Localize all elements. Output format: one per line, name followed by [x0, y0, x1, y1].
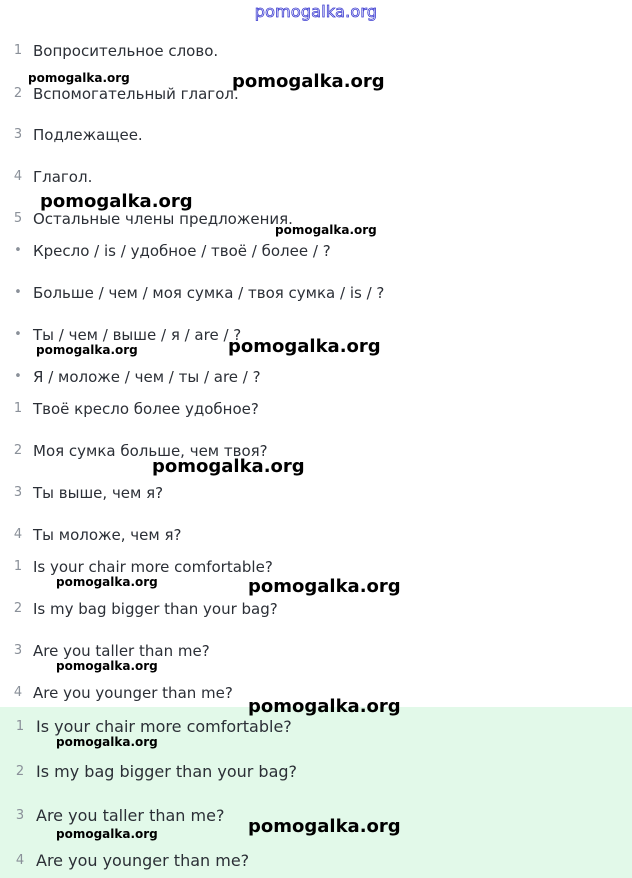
list-number: 1	[13, 401, 23, 416]
list-text: Is your chair more comfortable?	[33, 558, 273, 576]
list-bullet: •	[14, 285, 22, 300]
answer-text: Are you taller than me?	[36, 806, 225, 825]
list-number: 4	[13, 527, 23, 542]
top-watermark: pomogalka.org	[254, 2, 378, 21]
list-text: Ты моложе, чем я?	[33, 526, 182, 544]
watermark-small: pomogalka.org	[56, 827, 158, 841]
list-text: Кресло / is / удобное / твоё / более / ?	[33, 242, 331, 260]
watermark-small: pomogalka.org	[56, 659, 158, 673]
answer-number: 2	[15, 764, 25, 779]
list-text: Ты выше, чем я?	[33, 484, 164, 502]
list-number: 3	[13, 485, 23, 500]
watermark-large: pomogalka.org	[40, 191, 193, 212]
list-text: Is my bag bigger than your bag?	[33, 600, 278, 618]
list-number: 4	[13, 685, 23, 700]
list-text: Ты / чем / выше / я / are / ?	[33, 326, 242, 344]
answer-text: Are you younger than me?	[36, 851, 250, 870]
list-number: 5	[13, 211, 23, 226]
list-number: 2	[13, 86, 23, 101]
list-text: Вспомогательный глагол.	[33, 85, 239, 103]
list-text: Вопросительное слово.	[33, 42, 219, 60]
watermark-small: pomogalka.org	[36, 343, 138, 357]
list-number: 1	[13, 43, 23, 58]
list-bullet: •	[14, 243, 22, 258]
watermark-small: pomogalka.org	[56, 735, 158, 749]
list-number: 1	[13, 559, 23, 574]
watermark-small: pomogalka.org	[56, 575, 158, 589]
list-text: Are you younger than me?	[33, 684, 233, 702]
list-text: Are you taller than me?	[33, 642, 210, 660]
list-text: Моя сумка больше, чем твоя?	[33, 442, 268, 460]
list-text: Я / моложе / чем / ты / are / ?	[33, 368, 261, 386]
list-text: Больше / чем / моя сумка / твоя сумка / is / ?	[33, 284, 385, 302]
list-number: 3	[13, 127, 23, 142]
answer-text: Is your chair more comfortable?	[36, 717, 292, 736]
list-number: 2	[13, 601, 23, 616]
watermark-large: pomogalka.org	[152, 456, 305, 477]
watermark-large: pomogalka.org	[248, 576, 401, 597]
list-text: Остальные члены предложения.	[33, 210, 293, 228]
watermark-large: pomogalka.org	[248, 696, 401, 717]
watermark-large: pomogalka.org	[232, 71, 385, 92]
list-number: 2	[13, 443, 23, 458]
watermark-small: pomogalka.org	[28, 71, 130, 85]
list-text: Глагол.	[33, 168, 93, 186]
watermark-large: pomogalka.org	[248, 816, 401, 837]
watermark-large: pomogalka.org	[228, 336, 381, 357]
watermark-small: pomogalka.org	[275, 223, 377, 237]
answer-text: Is my bag bigger than your bag?	[36, 762, 298, 781]
answer-number: 1	[15, 719, 25, 734]
list-text: Подлежащее.	[33, 126, 143, 144]
list-number: 3	[13, 643, 23, 658]
list-number: 4	[13, 169, 23, 184]
list-text: Твоё кресло более удобное?	[33, 400, 259, 418]
answer-number: 4	[15, 853, 25, 868]
list-bullet: •	[14, 369, 22, 384]
list-bullet: •	[14, 327, 22, 342]
answer-number: 3	[15, 808, 25, 823]
